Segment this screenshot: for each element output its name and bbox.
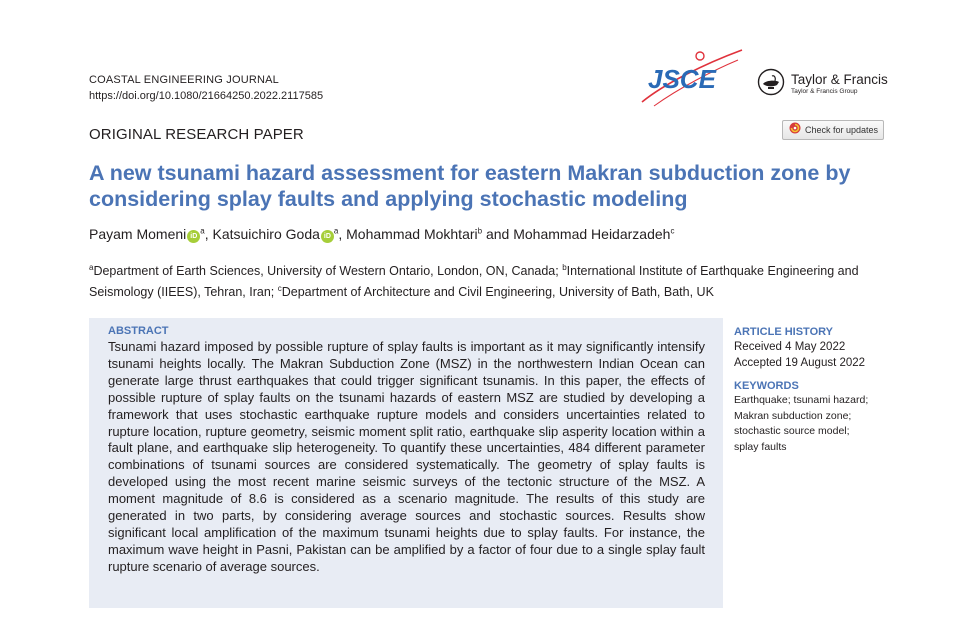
affiliations <box>89 259 889 301</box>
jsce-logo-text: JSCE <box>648 64 716 94</box>
keyword-line: stochastic source model; <box>734 425 850 437</box>
paper-type: ORIGINAL RESEARCH PAPER <box>89 126 304 143</box>
author-separator: , <box>338 226 347 242</box>
affiliation-b: International Institute of Earthquake Engineering and Seismology (IIEES), Tehran, Iran; <box>89 264 859 300</box>
publisher-name: Taylor & Francis <box>791 72 888 87</box>
abstract-heading: ABSTRACT <box>108 325 169 337</box>
author-affiliation-mark: a <box>333 226 339 236</box>
abstract-box <box>89 318 723 608</box>
lamp-icon <box>757 68 785 96</box>
check-for-updates-icon <box>789 121 801 139</box>
keyword-line: Earthquake; tsunami hazard; <box>734 394 869 406</box>
author-name[interactable]: Katsuichiro Goda <box>212 226 320 242</box>
affiliation-a: Department of Earth Sciences, University of Western Ontario, London, ON, Canada; <box>93 264 563 279</box>
doi-link[interactable]: https://doi.org/10.1080/21664250.2022.2117585 <box>89 90 324 102</box>
author-separator: , <box>204 226 213 242</box>
author-affiliation-mark: c <box>670 226 675 236</box>
affiliation-c: Department of Architecture and Civil Engineering, University of Bath, Bath, UK <box>281 285 714 300</box>
affiliation-mark: c <box>277 284 282 294</box>
keyword-line: splay faults <box>734 440 787 453</box>
orcid-icon[interactable]: iD <box>187 230 200 243</box>
author-affiliation-mark: b <box>477 226 483 236</box>
affiliation-mark: a <box>89 263 94 272</box>
check-for-updates-button[interactable] <box>782 120 884 140</box>
accepted-date: Accepted 19 August 2022 <box>734 357 866 369</box>
author-name[interactable]: Payam Momeni <box>89 226 187 242</box>
abstract-text: Tsunami hazard imposed by possible rupture of splay faults is important as it may significantly intensify tsunami heights locally. The Makran Subduction Zone (MSZ) in the northwestern Indian Ocean can generate large thrust earthquakes that could trigger significant tsunamis. In this paper, the effects of possible rupture of splay faults on the tsunami hazards of eastern MSZ are studied by developing a framework that uses stochastic earthquake rupture models and considers uncertainties related to rupture location, rupture geometry, seismic moment split ratio, earthquake slip asperity location within a fault plane, and earthquake slip heterogeneity. To quantify these uncertainties, 484 different parameter combinations of tsunami sources are considered systematically. The geometry of splay faults is developed using the most recent marine seismic surveys of the tectonic structure of the MSZ. A moment magnitude of 8.6 is considered as a scenario magnitude. The results of this study are generated in two parts, by considering average sources and stochastic sources. Results show significant local amplification of the maximum tsunami heights due to splay faults. For instance, the maximum wave height in Pasni, Pakistan can be amplified by a factor of four due to a single splay fault rupture scenario of average sources. <box>108 339 705 574</box>
paper-title: A new tsunami hazard assessment for eastern Makran subduction zone by considering splay faults and applying stochastic modeling <box>89 161 851 211</box>
keywords-heading: KEYWORDS <box>734 380 799 392</box>
author-affiliation-mark: a <box>200 226 205 236</box>
journal-name: COASTAL ENGINEERING JOURNAL <box>89 74 279 86</box>
orcid-icon[interactable]: iD <box>321 230 334 243</box>
author-name[interactable]: Mohammad Mokhtari <box>346 226 478 242</box>
received-date: Received 4 May 2022 <box>734 341 846 353</box>
author-separator: and <box>482 226 514 242</box>
author-name[interactable]: Mohammad Heidarzadeh <box>513 226 671 242</box>
check-for-updates-label: Check for updates <box>805 125 879 135</box>
article-info-sidebar <box>734 325 894 455</box>
affiliation-mark: b <box>562 263 567 272</box>
author-list <box>89 226 674 243</box>
publisher-group: Taylor & Francis Group <box>791 88 858 95</box>
jsce-logo <box>634 44 746 110</box>
article-history-heading: ARTICLE HISTORY <box>734 326 834 338</box>
keyword-line: Makran subduction zone; <box>734 409 852 422</box>
taylor-francis-logo <box>757 66 897 102</box>
